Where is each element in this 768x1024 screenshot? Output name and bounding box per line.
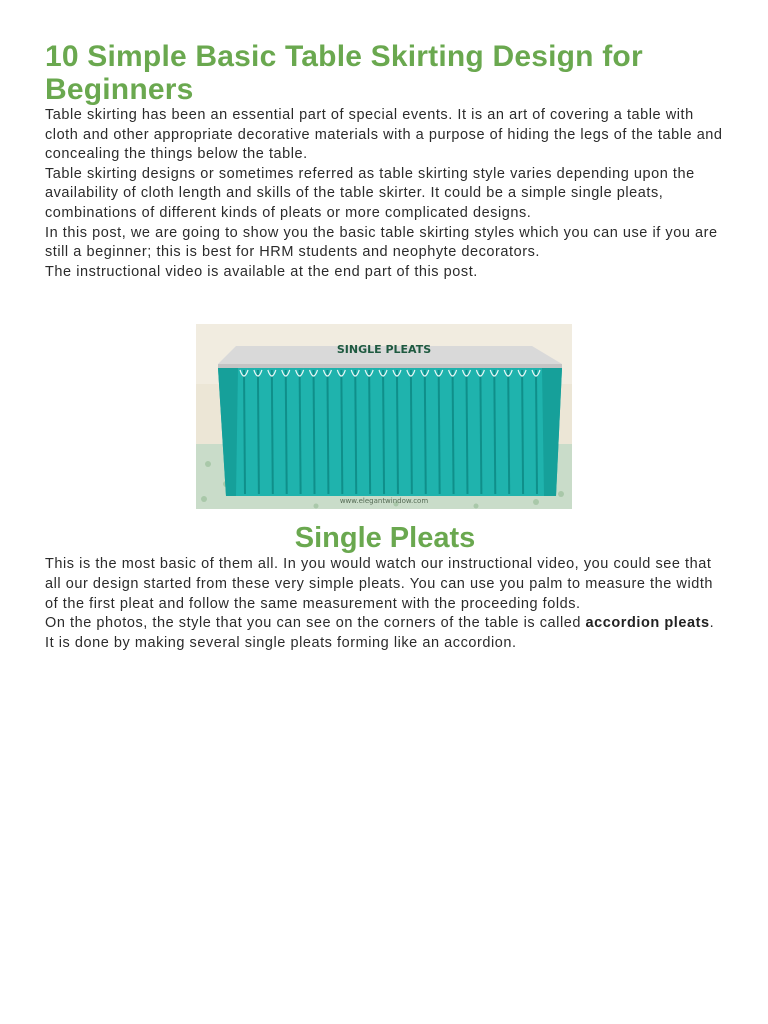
- pleat-fold: [286, 370, 287, 494]
- pleat-fold: [258, 370, 259, 494]
- pleat-fold: [341, 370, 342, 494]
- accordion-paragraph: [45, 614, 725, 653]
- table-skirt-illustration: [196, 324, 572, 509]
- photo-watermark: www.elegantwindow.com: [339, 497, 429, 506]
- pleat-fold: [466, 370, 467, 494]
- pleat-fold: [383, 370, 384, 494]
- intro-paragraph: Table skirting has been an essential part of special events. It is an art of covering a table with cloth and other appropriate decorative materials with a purpose of hiding the legs of the table and concealing the things below the table.: [45, 107, 723, 163]
- page-title: 10 Simple Basic Table Skirting Design for Beginners: [45, 40, 643, 106]
- pleat-fold: [397, 370, 398, 494]
- pleat-fold: [425, 370, 426, 494]
- pleat-fold: [300, 370, 301, 494]
- pleat-fold: [244, 370, 245, 494]
- article: [45, 40, 725, 653]
- pleat-fold: [480, 370, 481, 494]
- pleat-fold: [369, 370, 370, 494]
- accordion-pleats-term: accordion pleats: [585, 615, 710, 632]
- pleat-fold: [494, 370, 495, 494]
- accordion-text-after: . It is done by making several single pleats forming like an accordion.: [45, 615, 715, 651]
- pleat-fold: [508, 370, 509, 494]
- pleat-fold: [536, 370, 537, 494]
- section-paragraph: This is the most basic of them all. In you would watch our instructional video, you could see that all our design started from these very simple pleats. You can use you palm to measure the width of the first pleat and follow the same measurement with the proceeding folds.: [45, 556, 714, 612]
- pleat-fold: [522, 370, 523, 494]
- pleat-fold: [453, 370, 454, 494]
- single-pleats-photo: [196, 324, 572, 509]
- pleat-fold: [327, 370, 328, 494]
- pleat-fold: [272, 370, 273, 494]
- photo-overlay-label: SINGLE PLEATS: [336, 343, 432, 357]
- pleat-fold: [314, 370, 315, 494]
- skirt-fabric: [218, 368, 562, 496]
- pleat-fold: [411, 370, 412, 494]
- video-note-paragraph: The instructional video is available at the end part of this post.: [45, 263, 478, 280]
- accordion-text-before: On the photos, the style that you can see on the corners of the table is called: [45, 615, 586, 632]
- pleat-fold: [439, 370, 440, 494]
- designs-paragraph: Table skirting designs or sometimes referred as table skirting style varies depending upon the availability of cloth length and skills of the table skirter. It could be a simple single pleats, combinations of different kinds of pleats or more complicated designs.: [45, 165, 695, 221]
- pleat-fold: [355, 370, 356, 494]
- section-heading: Single Pleats: [294, 522, 476, 555]
- post-purpose-paragraph: In this post, we are going to show you the basic table skirting styles which you can use if you are still a beginner; this is best for HRM students and neophyte decorators.: [45, 224, 718, 261]
